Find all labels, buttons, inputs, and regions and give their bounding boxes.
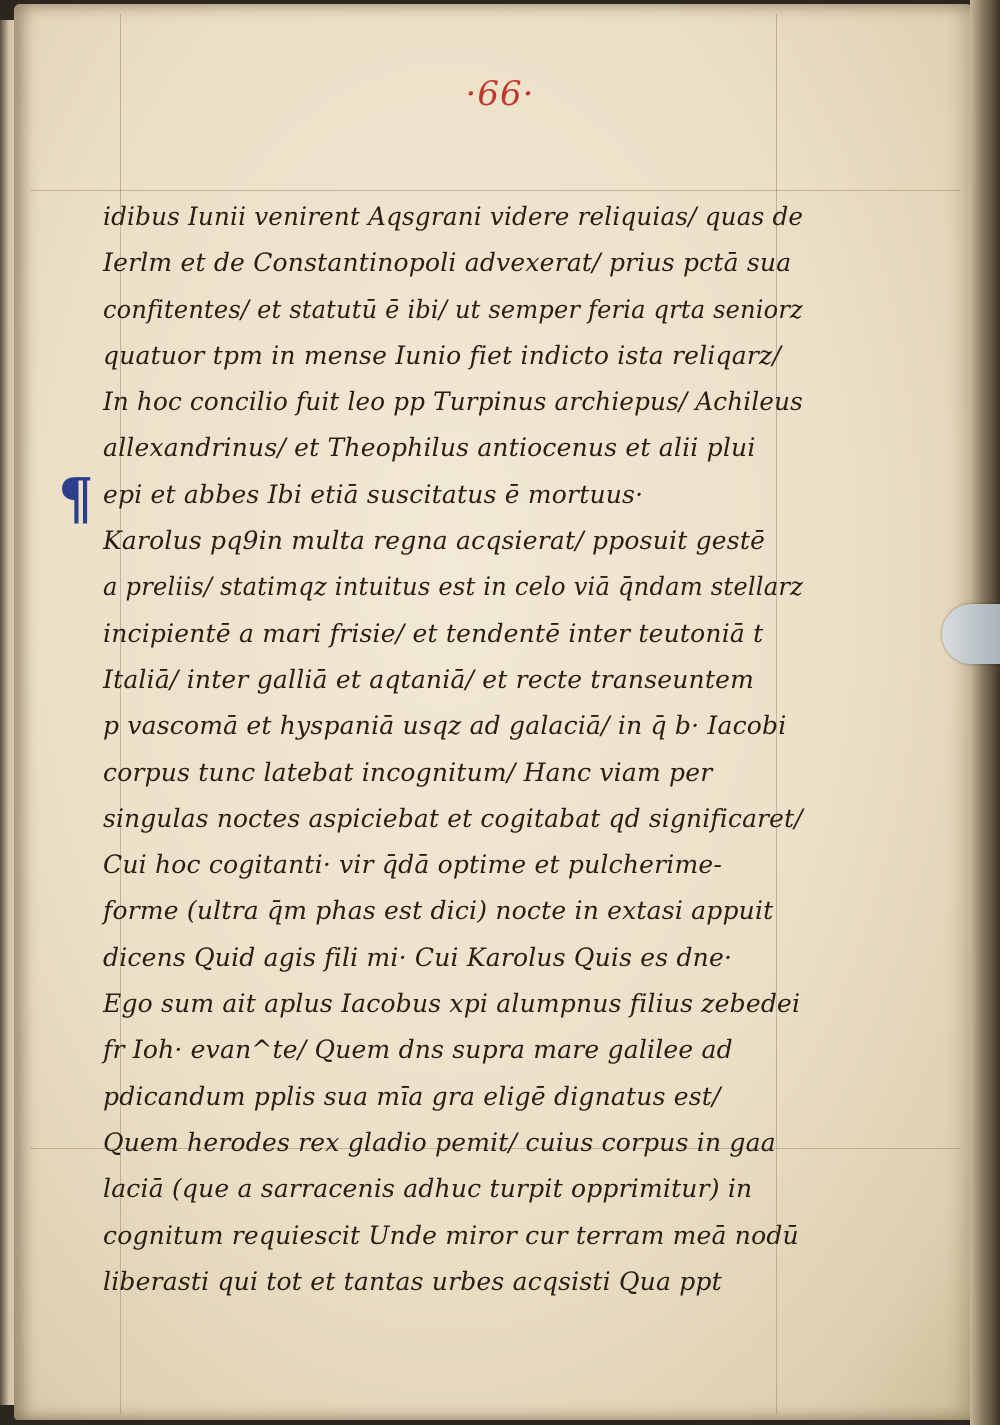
text-line: incipientē a mari frisie/ et tendentē inter teutoniā t bbox=[103, 618, 764, 648]
text-line: Italiā/ inter galliā et aqtaniā/ et recte transeuntem bbox=[103, 664, 754, 694]
text-line: Cui hoc cogitanti· vir q̄dā optime et pulcherime- bbox=[103, 850, 723, 880]
text-line: In hoc concilio fuit leo pp Turpinus archiepus/ Achileus bbox=[103, 387, 803, 417]
text-line: fr Ioh· evan^te/ Quem dns supra mare galilee ad bbox=[103, 1035, 733, 1065]
text-line: p vascomā et hyspaniā usqz ad galaciā/ in q̄ b· Iacobi bbox=[103, 711, 787, 741]
text-line: a preliis/ statimqz intuitus est in celo viā q̄ndam stellarz bbox=[103, 572, 804, 602]
page-stack-edge bbox=[970, 0, 1000, 1425]
text-line: allexandrinus/ et Theophilus antiocenus et alii plui bbox=[103, 433, 756, 463]
text-line: singulas noctes aspiciebat et cogitabat qd significaret/ bbox=[103, 803, 803, 833]
text-line: idibus Iunii venirent Aqsgrani videre reliquias/ quas de bbox=[103, 202, 804, 231]
folio-number: ·66· bbox=[465, 74, 535, 114]
text-line: liberasti qui tot et tantas urbes acqsisti Qua ppt bbox=[103, 1266, 722, 1296]
page-clip bbox=[942, 604, 1000, 664]
text-line: Karolus pq9in multa regna acqsierat/ pposuit gestē bbox=[103, 526, 766, 556]
text-line: confitentes/ et statutū ē ibi/ ut semper feria qrta seniorz bbox=[103, 294, 803, 324]
text-line: Ierlm et de Constantinopoli advexerat/ prius pctā sua bbox=[103, 248, 792, 278]
manuscript-text bbox=[103, 194, 803, 1305]
text-line: Quem herodes rex gladio pemit/ cuius corpus in gaa bbox=[103, 1127, 776, 1157]
text-line: dicens Quid agis fili mi· Cui Karolus Quis es dne· bbox=[103, 942, 733, 972]
text-line: epi et abbes Ibi etiā suscitatus ē mortuus· bbox=[103, 479, 644, 509]
text-line: quatuor tpm in mense Iunio fiet indicto ista reliqarz/ bbox=[103, 340, 781, 370]
text-line: cognitum requiescit Unde miror cur terram meā nodū bbox=[103, 1220, 799, 1250]
text-line: pdicandum pplis sua mīa gra eligē dignatus est/ bbox=[103, 1081, 721, 1111]
ruling-line-top bbox=[30, 190, 960, 191]
text-line: corpus tunc latebat incognitum/ Hanc viam per bbox=[103, 757, 713, 787]
text-line: Ego sum ait aplus Iacobus xpi alumpnus filius zebedei bbox=[103, 989, 801, 1019]
paragraph-mark: ¶ bbox=[58, 466, 94, 532]
text-line: forme (ultra q̄m phas est dici) nocte in extasi appuit bbox=[103, 896, 774, 926]
text-line: laciā (que a sarracenis adhuc turpit opprimitur) in bbox=[103, 1174, 753, 1204]
